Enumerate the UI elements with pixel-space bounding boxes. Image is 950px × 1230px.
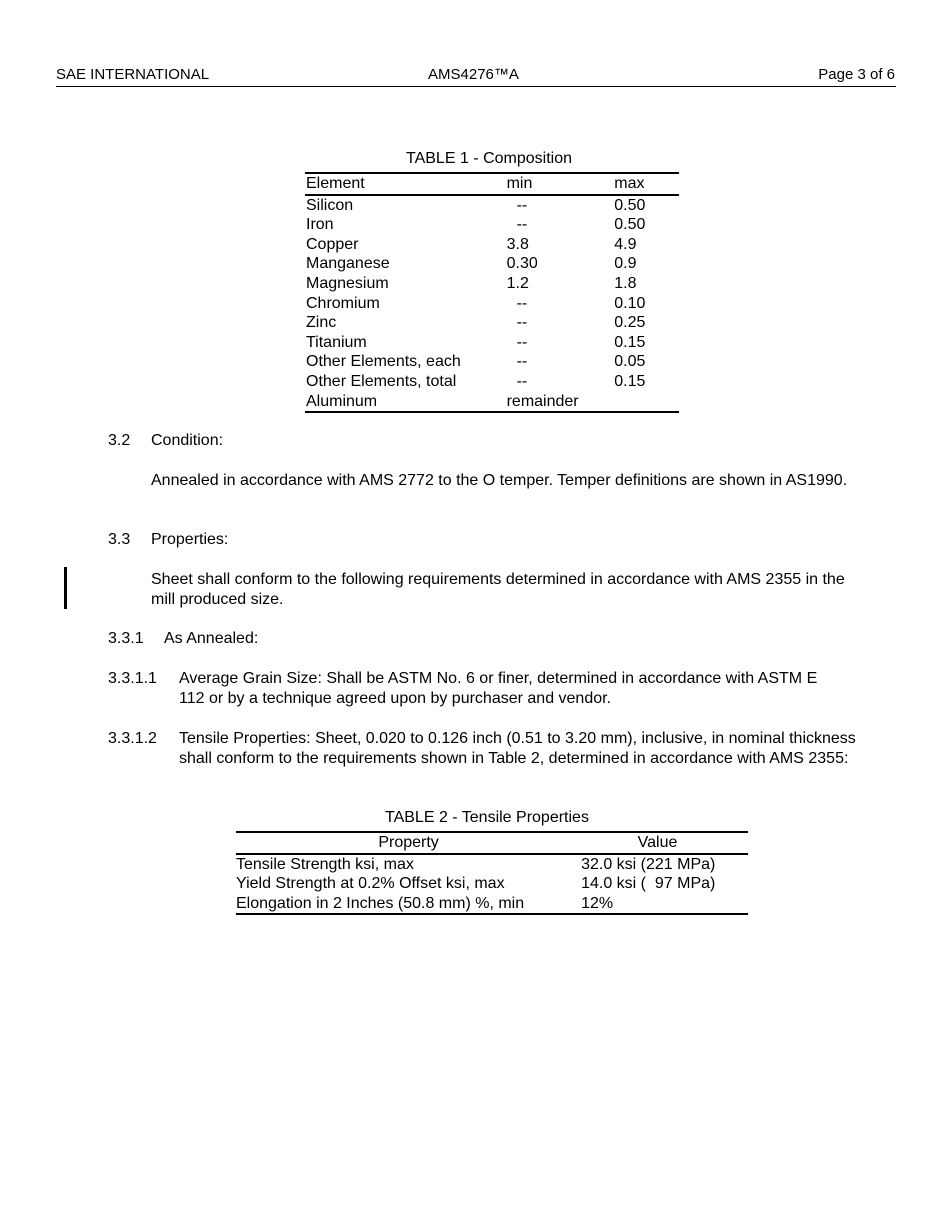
table-row [305, 195, 679, 216]
property-value: 12% [581, 894, 614, 912]
section-3-3-1-title: As Annealed: [164, 630, 259, 647]
table-row [236, 854, 748, 875]
property-value: 32.0 ksi (221 MPa) [581, 855, 716, 873]
element-max: 0.05 [614, 353, 646, 371]
section-3-3-title: Properties: [151, 531, 229, 548]
column-header-element: Element [305, 173, 507, 195]
table-row [305, 392, 679, 413]
property-value: 14.0 ksi ( 97 MPa) [581, 875, 716, 893]
table-row [305, 313, 679, 333]
element-min: 0.30 [506, 255, 538, 273]
section-3-3-1-number: 3.3.1 [108, 630, 144, 647]
element-name: Iron [306, 216, 334, 234]
section-3-3-1-2-body: Tensile Properties: Sheet, 0.020 to 0.126 inch (0.51 to 3.20 mm), inclusive, in nominal thickness shall conform to the requirements shown in Table 2, determined in accordance with AMS 2355: [179, 730, 856, 767]
element-min: -- [516, 294, 528, 312]
revision-change-bar [64, 567, 67, 609]
header-doc-id: AMS4276™A [428, 66, 519, 83]
element-max: 0.15 [614, 333, 646, 351]
table-row [305, 235, 679, 255]
element-min: -- [516, 314, 528, 332]
section-3-2-body: Annealed in accordance with AMS 2772 to the O temper. Temper definitions are shown in AS1990. [151, 472, 848, 489]
element-min: 1.2 [506, 274, 529, 292]
table2-caption: TABLE 2 - Tensile Properties [385, 809, 589, 826]
table-row [305, 372, 679, 392]
column-header-value: Value [581, 832, 748, 854]
table-header-row [305, 173, 679, 195]
element-min: -- [516, 196, 528, 214]
property-name: Elongation in 2 Inches (50.8 mm) %, min [236, 894, 525, 912]
column-header-min: min [507, 173, 615, 195]
section-3-3-1-2-number: 3.3.1.2 [108, 730, 157, 747]
tensile-properties-table [236, 831, 748, 915]
element-max: 1.8 [614, 274, 637, 292]
table-header-row [236, 832, 748, 854]
section-3-2-number: 3.2 [108, 432, 131, 449]
element-name: Manganese [306, 255, 390, 273]
header-org: SAE INTERNATIONAL [56, 66, 210, 83]
section-3-3-body: Sheet shall conform to the following requirements determined in accordance with AMS 2355 in the mill produced size. [151, 571, 845, 608]
element-min: -- [516, 216, 528, 234]
element-min: -- [516, 333, 528, 351]
element-name: Copper [306, 235, 359, 253]
element-max: 0.9 [614, 255, 637, 273]
element-name: Other Elements, each [306, 353, 461, 371]
element-name: Titanium [306, 333, 367, 351]
section-3-2-title: Condition: [151, 432, 224, 449]
element-min: -- [516, 353, 528, 371]
element-max: 0.15 [614, 372, 646, 390]
table-row [305, 274, 679, 294]
element-name: Chromium [306, 294, 380, 312]
table-row [305, 333, 679, 353]
section-3-3-1-1-number: 3.3.1.1 [108, 670, 157, 687]
table-row [236, 894, 748, 915]
column-header-max: max [614, 173, 679, 195]
header-rule [56, 86, 896, 87]
table-row [305, 215, 679, 235]
element-name: Zinc [306, 314, 337, 332]
element-max: 0.50 [614, 196, 646, 214]
section-3-3-1-1-body: Average Grain Size: Shall be ASTM No. 6 or finer, determined in accordance with ASTM E 112 or by a technique agreed upon by purchaser and vendor. [179, 670, 818, 707]
element-min: remainder [506, 392, 579, 410]
header-page-number: Page 3 of 6 [818, 66, 895, 83]
element-max: 0.25 [614, 314, 646, 332]
element-max [614, 392, 679, 413]
element-min: 3.8 [506, 235, 529, 253]
element-name: Other Elements, total [306, 372, 457, 390]
element-max: 0.10 [614, 294, 646, 312]
element-max: 0.50 [614, 216, 646, 234]
element-name: Aluminum [306, 392, 378, 410]
element-name: Silicon [306, 196, 354, 214]
element-name: Magnesium [306, 274, 389, 292]
element-max: 4.9 [614, 235, 637, 253]
column-header-property: Property [236, 832, 581, 854]
element-min: -- [516, 372, 528, 390]
property-name: Tensile Strength ksi, max [236, 855, 414, 873]
property-name: Yield Strength at 0.2% Offset ksi, max [236, 875, 505, 893]
table-row [305, 352, 679, 372]
section-3-3-number: 3.3 [108, 531, 131, 548]
table-row [305, 254, 679, 274]
table1-caption: TABLE 1 - Composition [406, 150, 572, 167]
table-row [236, 874, 748, 894]
composition-table [305, 172, 679, 413]
table-row [305, 294, 679, 314]
